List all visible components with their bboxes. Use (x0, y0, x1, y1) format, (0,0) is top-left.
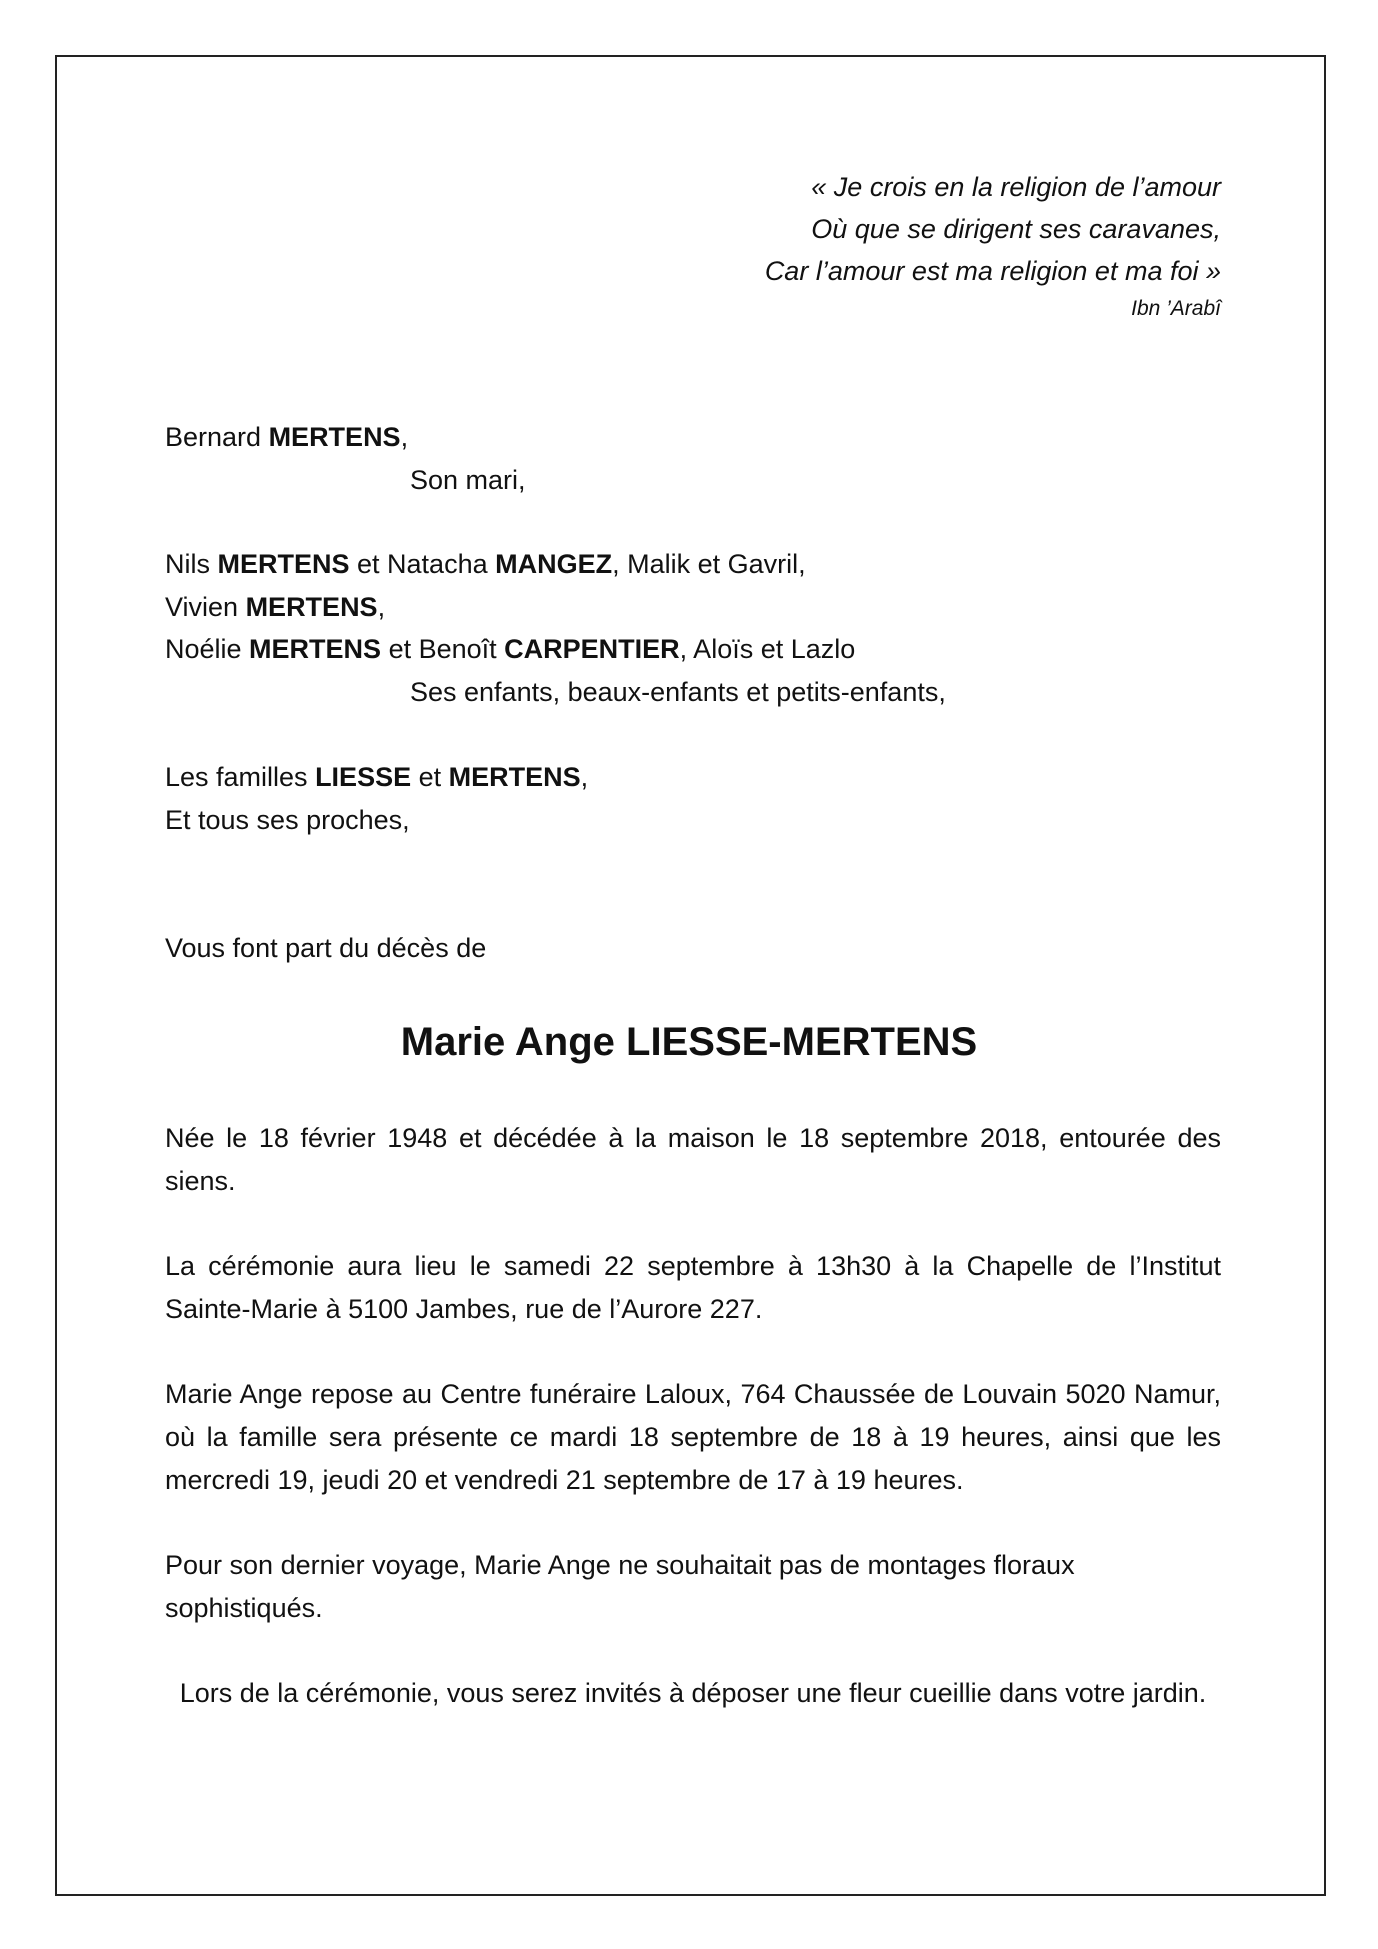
text-span: et Benoît (381, 634, 505, 664)
text-span: et (411, 762, 449, 792)
children-line-2 (165, 586, 946, 629)
ceremony-paragraph: La cérémonie aura lieu le samedi 22 septembre à 13h30 à la Chapelle de l’Institut Sainte-Marie à 5100 Jambes, rue de l’Aurore 227. (165, 1251, 1221, 1324)
surname: MANGEZ (495, 549, 613, 579)
quote-author: Ibn ’Arabî (1131, 297, 1221, 320)
surname: LIESSE (315, 762, 412, 792)
flowers-paragraph: Pour son dernier voyage, Marie Ange ne souhaitait pas de montages floraux sophistiqués. (165, 1550, 1075, 1623)
rest-paragraph: Marie Ange repose au Centre funéraire Laloux, 764 Chaussée de Louvain 5020 Namur, où la famille sera présente ce mardi 18 septembre de 18 à 19 heures, ainsi que les mercredi 19, jeudi 20 et vendredi 21 septembre de 17 à 19 heures. (165, 1379, 1221, 1495)
text-span: Noélie (165, 634, 250, 664)
families-line-1 (165, 756, 588, 799)
deceased-last-name: LIESSE-MERTENS (626, 1020, 978, 1064)
surname: MERTENS (245, 591, 378, 622)
families-line-2: Et tous ses proches, (165, 804, 410, 835)
husband-role: Son mari, (410, 464, 526, 495)
husband-suffix: , (400, 422, 409, 452)
text-span: , Malik et Gavril, (612, 549, 806, 579)
husband-block (165, 416, 526, 501)
surname: MERTENS (249, 634, 382, 664)
quote-line-3: Car l’amour est ma religion et ma foi » (764, 256, 1221, 286)
text-span: Nils (165, 549, 218, 579)
quote-line-2: Où que se dirigent ses caravanes, (811, 214, 1221, 244)
husband-first-name: Bernard (165, 422, 269, 452)
text-span: Vivien (165, 591, 246, 622)
husband-line (165, 416, 526, 459)
deceased-name (0, 1020, 1378, 1065)
deceased-first-name: Marie Ange (400, 1020, 627, 1064)
text-span: Les familles (165, 762, 316, 792)
surname: MERTENS (217, 549, 350, 579)
children-line-1 (165, 543, 946, 586)
surname: MERTENS (448, 762, 581, 792)
children-line-3 (165, 628, 946, 671)
text-span: , (580, 762, 589, 792)
surname: CARPENTIER (504, 634, 680, 664)
announcement: Vous font part du décès de (165, 933, 487, 963)
epigraph-quote (765, 166, 1221, 326)
text-span: , (377, 591, 386, 622)
quote-line-1: « Je crois en la religion de l’amour (811, 172, 1221, 202)
families-block (165, 756, 588, 841)
birth-paragraph: Née le 18 février 1948 et décédée à la maison le 18 septembre 2018, entourée des siens. (165, 1123, 1221, 1196)
children-block (165, 543, 946, 713)
text-span: et Natacha (349, 549, 496, 579)
children-role: Ses enfants, beaux-enfants et petits-enfants, (410, 676, 946, 707)
closing-paragraph: Lors de la cérémonie, vous serez invités à déposer une fleur cueillie dans votre jardin. (179, 1678, 1207, 1708)
husband-last-name: MERTENS (268, 422, 401, 452)
text-span: , Aloïs et Lazlo (679, 634, 856, 664)
